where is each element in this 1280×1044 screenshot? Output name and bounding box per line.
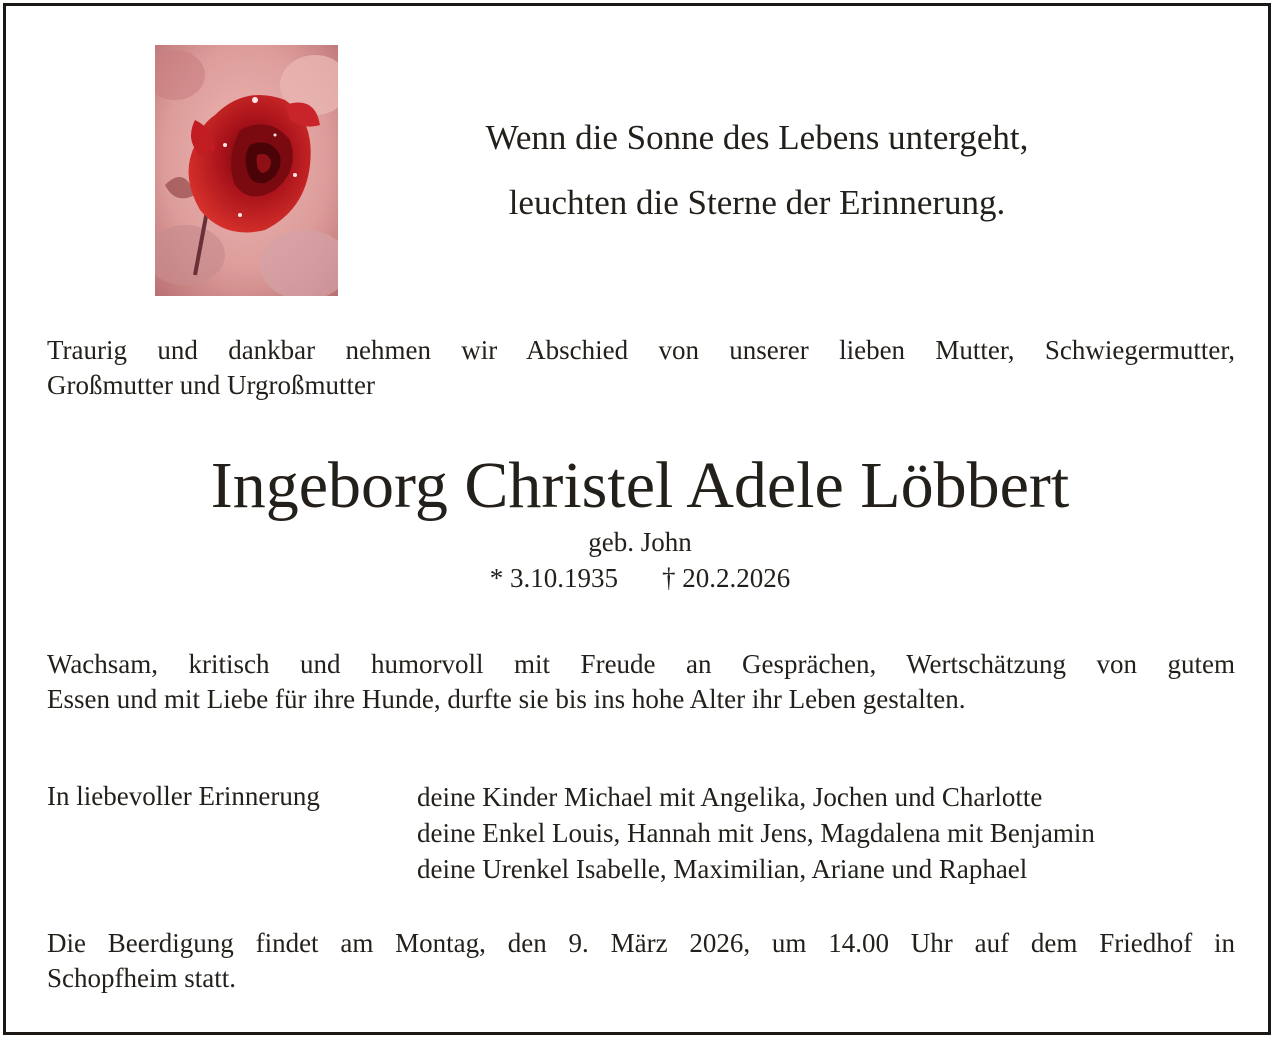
life-dates — [0, 561, 1280, 595]
tribute-line-1: Wachsam, kritisch und humorvoll mit Freude an Gesprächen, Wertschätzung von gutem — [47, 649, 1235, 679]
motto-line-1: Wenn die Sonne des Lebens untergeht, — [485, 118, 1029, 157]
intro-paragraph — [47, 333, 1235, 403]
tribute-line-2: Essen und mit Liebe für ihre Hunde, durfte sie bis ins hohe Alter ihr Leben gestalten. — [47, 684, 966, 714]
funeral-line-1: Die Beerdigung findet am Montag, den 9. März 2026, um 14.00 Uhr auf dem Friedhof in — [47, 928, 1235, 958]
funeral-paragraph — [47, 926, 1235, 996]
funeral-line-2: Schopfheim statt. — [47, 963, 236, 993]
maiden-name: geb. John — [588, 527, 692, 557]
rose-photo — [155, 45, 338, 296]
intro-line-2: Großmutter und Urgroßmutter — [47, 370, 375, 400]
intro-line-1: Traurig und dankbar nehmen wir Abschied von unserer lieben Mutter, Schwiegermutter, — [47, 335, 1235, 365]
signature-great-grandchildren: deine Urenkel Isabelle, Maximilian, Ariane und Raphael — [417, 854, 1028, 884]
death-date: † 20.2.2026 — [662, 563, 791, 593]
birth-date: * 3.10.1935 — [489, 563, 618, 593]
signature-grandchildren: deine Enkel Louis, Hannah mit Jens, Magdalena mit Benjamin — [417, 818, 1095, 848]
red-rose-icon — [155, 45, 338, 296]
motto-line-2: leuchten die Sterne der Erinnerung. — [508, 183, 1006, 222]
signature-label: In liebevoller Erinnerung — [47, 781, 320, 811]
signature-children: deine Kinder Michael mit Angelika, Jochen und Charlotte — [417, 782, 1043, 812]
tribute-paragraph — [47, 647, 1235, 717]
deceased-name: Ingeborg Christel Adele Löbbert — [210, 449, 1070, 522]
signature-names — [417, 779, 1095, 887]
